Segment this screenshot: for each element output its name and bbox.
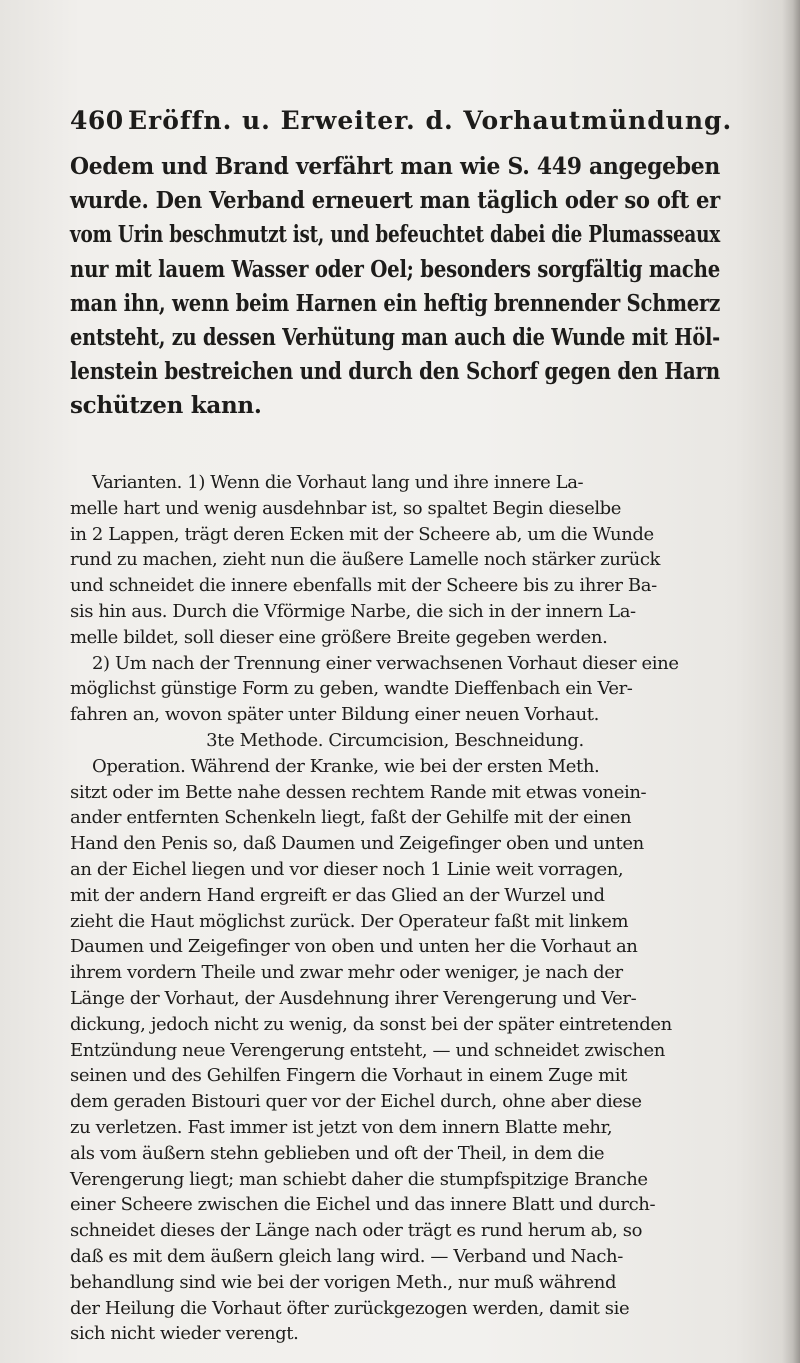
notes-line: behandlung sind wie bei der vorigen Meth., nur muß während [70,1271,617,1293]
notes-line: ander entfernten Schenkeln liegt, faßt der Gehilfe mit der einen [70,807,632,829]
main-paragraph [70,150,720,424]
notes-line: sich nicht wieder verengt. [70,1323,299,1345]
notes-line: als vom äußern stehn geblieben und oft der Theil, in dem die [70,1142,605,1164]
notes-line: Daumen und Zeigefinger von oben und unten her die Vorhaut an [70,936,638,958]
method-heading: 3te Methode. Circumcision, Beschneidung. [206,729,584,751]
notes-line: schneidet dieses der Länge nach oder trägt es rund herum ab, so [70,1220,643,1242]
page-number: 460 [70,106,124,135]
notes-line: fahren an, wovon später unter Bildung einer neuen Vorhaut. [70,704,599,726]
text-line: nur mit lauem Wasser oder Oel; besonders sorgfältig mache [70,255,721,283]
notes-line: möglichst günstige Form zu geben, wandte Dieffenbach ein Ver- [70,678,633,700]
page-edge-shadow [782,0,800,1363]
notes-line: melle bildet, soll dieser eine größere Breite gegeben werden. [70,626,608,648]
notes-line: mit der andern Hand ergreift er das Glied an der Wurzel und [70,884,605,906]
text-line: Oedem und Brand verfährt man wie S. 449 angegeben [70,153,720,180]
notes-line: und schneidet die innere ebenfalls mit der Scheere bis zu ihrer Ba- [70,575,657,597]
notes-line: rund zu machen, zieht nun die äußere Lamelle noch stärker zurück [70,549,661,571]
notes-line: Länge der Vorhaut, der Ausdehnung ihrer Verengerung und Ver- [70,987,637,1009]
notes-line: zu verletzen. Fast immer ist jetzt von dem innern Blatte mehr, [70,1116,613,1138]
notes-line: der Heilung die Vorhaut öfter zurückgezogen werden, damit sie [70,1297,630,1319]
notes-line: einer Scheere zwischen die Eichel und das innere Blatt und durch- [70,1194,656,1216]
notes-line: ihrem vordern Theile und zwar mehr oder weniger, je nach der [70,962,623,984]
text-line: man ihn, wenn beim Harnen ein heftig brennender Schmerz [70,289,721,317]
text-line: lenstein bestreichen und durch den Schorf gegen den Harn [70,358,720,386]
text-line: schützen kann. [70,392,262,420]
notes-line: dickung, jedoch nicht zu wenig, da sonst bei der später eintretenden [70,1013,672,1035]
notes-line: melle hart und wenig ausdehnbar ist, so spaltet Begin dieselbe [70,497,622,519]
text-line: entsteht, zu dessen Verhütung man auch die Wunde mit Höl- [70,324,720,352]
notes-line: daß es mit dem äußern gleich lang wird. — Verband und Nach- [70,1245,623,1267]
text-line: wurde. Den Verband erneuert man täglich oder so oft er [70,187,721,215]
notes-line: sitzt oder im Bette nahe dessen rechtem Rande mit etwas vonein- [70,781,647,803]
notes-line: Verengerung liegt; man schiebt daher die stumpfspitzige Branche [70,1168,648,1190]
notes-line: Entzündung neue Verengerung entsteht, — und schneidet zwischen [70,1039,665,1061]
text-line: vom Urin beschmutzt ist, und befeuchtet dabei die Plumasseaux [70,221,720,249]
running-head: Eröffn. u. Erweiter. d. Vorhautmündung. [128,106,733,135]
notes-line: zieht die Haut möglichst zurück. Der Operateur faßt mit linkem [70,910,629,932]
notes-line: Hand den Penis so, daß Daumen und Zeigefinger oben und unten [70,833,644,855]
notes-line: sis hin aus. Durch die Vförmige Narbe, die sich in der innern La- [70,600,636,622]
notes-line: Operation. Während der Kranke, wie bei der ersten Meth. [92,755,600,777]
notes-line: in 2 Lappen, trägt deren Ecken mit der Scheere ab, um die Wunde [70,523,654,545]
notes-line: an der Eichel liegen und vor dieser noch 1 Linie weit vorragen, [70,858,624,880]
page-header [70,100,733,140]
notes-line: Varianten. 1) Wenn die Vorhaut lang und ihre innere La- [92,472,584,493]
notes-line: seinen und des Gehilfen Fingern die Vorhaut in einem Zuge mit [70,1065,627,1087]
notes-line: dem geraden Bistouri quer vor der Eichel durch, ohne aber diese [70,1091,642,1113]
notes-section [70,470,720,1347]
notes-line: 2) Um nach der Trennung einer verwachsenen Vorhaut dieser eine [92,652,679,674]
